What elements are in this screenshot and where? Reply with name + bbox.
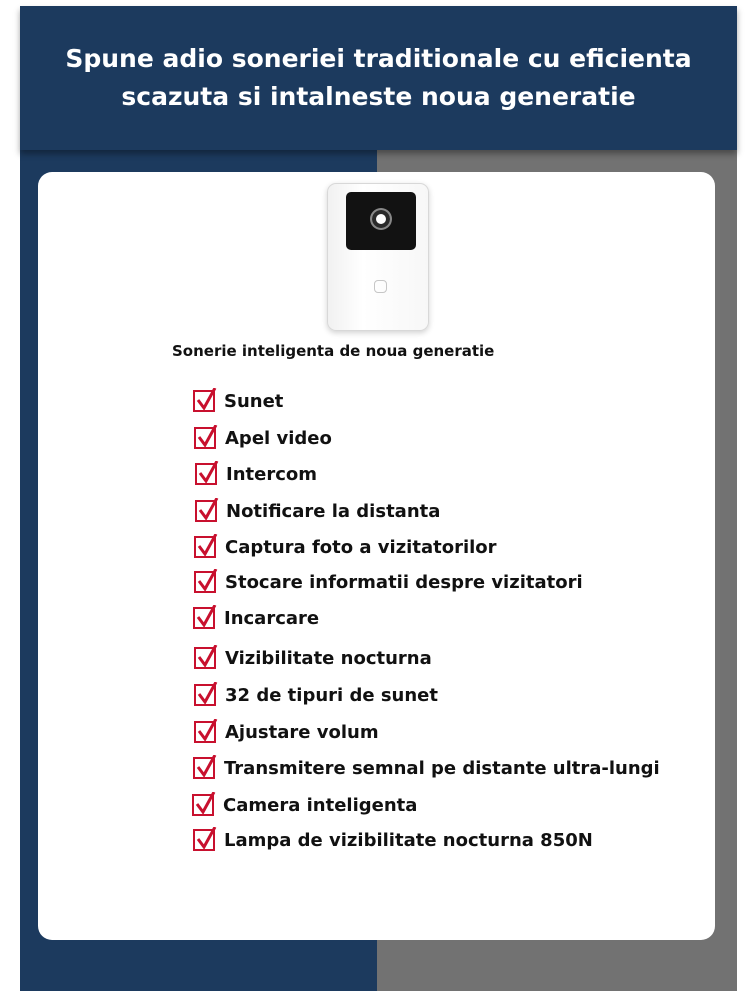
checkbox-checked-icon	[195, 500, 217, 522]
header-title-line-2: scazuta si intalneste noua generatie	[121, 82, 636, 111]
checkbox-checked-icon	[193, 607, 215, 629]
checkbox-checked-icon	[194, 536, 216, 558]
feature-item	[192, 790, 417, 820]
feature-label: 32 de tipuri de sunet	[225, 684, 438, 706]
feature-label: Lampa de vizibilitate nocturna 850N	[224, 829, 593, 851]
header-title-line-1: Spune adio soneriei traditionale cu eficienta	[65, 44, 692, 73]
feature-item	[194, 423, 332, 453]
feature-item	[195, 459, 317, 489]
feature-label: Camera inteligenta	[223, 794, 418, 816]
header-banner	[20, 6, 737, 150]
feature-item	[193, 753, 660, 783]
feature-label: Vizibilitate nocturna	[225, 647, 432, 669]
checkbox-checked-icon	[194, 427, 216, 449]
feature-item	[194, 532, 497, 562]
feature-label: Notificare la distanta	[226, 500, 441, 522]
product-subtitle: Sonerie inteligenta de noua generatie	[172, 342, 495, 360]
feature-item	[193, 825, 593, 855]
feature-list	[38, 172, 715, 940]
checkbox-checked-icon	[194, 647, 216, 669]
feature-item	[194, 643, 432, 673]
checkbox-checked-icon	[194, 684, 216, 706]
feature-label: Incarcare	[224, 607, 320, 629]
checkbox-checked-icon	[195, 463, 217, 485]
checkbox-checked-icon	[193, 829, 215, 851]
checkbox-checked-icon	[194, 721, 216, 743]
checkbox-checked-icon	[193, 390, 215, 412]
feature-item	[193, 386, 283, 416]
feature-item	[193, 603, 319, 633]
feature-label: Ajustare volum	[225, 721, 379, 743]
checkbox-checked-icon	[192, 794, 214, 816]
feature-card	[38, 172, 715, 940]
checkbox-checked-icon	[194, 571, 216, 593]
feature-label: Transmitere semnal pe distante ultra-lungi	[224, 757, 660, 779]
feature-label: Sunet	[224, 390, 284, 412]
checkbox-checked-icon	[193, 757, 215, 779]
feature-item	[194, 680, 438, 710]
feature-label: Stocare informatii despre vizitatori	[225, 571, 583, 593]
feature-label: Apel video	[225, 427, 332, 449]
feature-label: Intercom	[226, 463, 317, 485]
header-title	[49, 40, 709, 116]
feature-label: Captura foto a vizitatorilor	[225, 536, 497, 558]
feature-item	[194, 717, 379, 747]
feature-item	[195, 496, 440, 526]
feature-item	[194, 567, 583, 597]
